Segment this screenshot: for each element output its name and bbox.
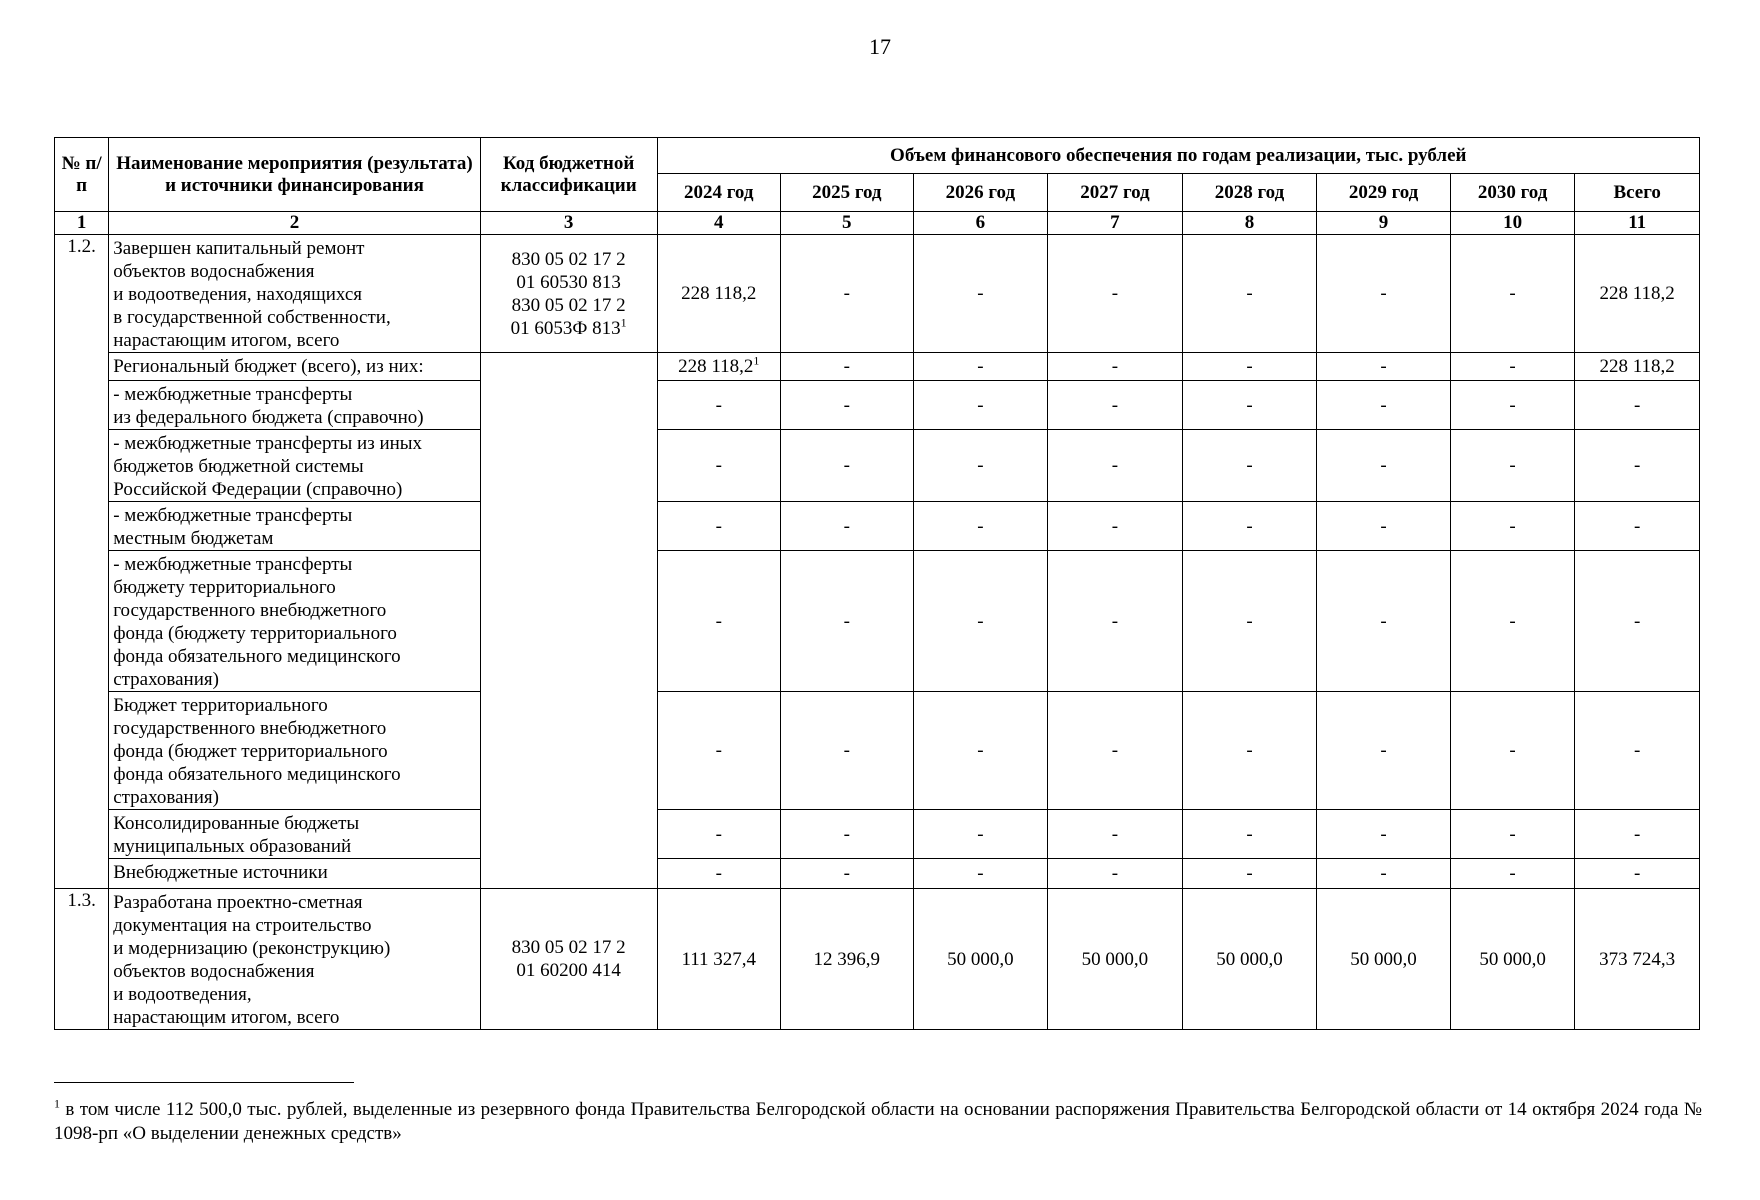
value-cell: - — [1450, 381, 1575, 430]
value-cell: - — [781, 692, 914, 810]
value-cell: - — [1450, 551, 1575, 692]
row-name: - межбюджетные трансферты бюджету территориального государственного внебюджетного фонда (бюджету территориального фонда обязательного медицинского страхования) — [109, 551, 481, 692]
value-cell: - — [1575, 810, 1700, 859]
value-cell: - — [1048, 810, 1183, 859]
value-cell: - — [1182, 859, 1317, 889]
row-name: Консолидированные бюджеты муниципальных образований — [109, 810, 481, 859]
value-cell: 228 118,2 — [1575, 353, 1700, 381]
value-cell: - — [781, 859, 914, 889]
value-cell: - — [1575, 430, 1700, 502]
value-cell: 50 000,0 — [913, 889, 1048, 1030]
value-cell: - — [1048, 430, 1183, 502]
value-cell: - — [1450, 810, 1575, 859]
value-cell: - — [781, 353, 914, 381]
column-number: 5 — [781, 212, 914, 235]
value-cell: - — [1182, 235, 1317, 353]
value-cell: - — [657, 859, 781, 889]
value-cell: - — [1575, 692, 1700, 810]
value-cell: 12 396,9 — [781, 889, 914, 1030]
footnote — [54, 1098, 1702, 1146]
header-code: Код бюджетной классификации — [480, 138, 657, 212]
footnote-text: в том числе 112 500,0 тыс. рублей, выделенные из резервного фонда Правительства Белгородской области на основании распоряжения Правительства Белгородской области от 14 октября 2024 года № 1098-рп «О выделении денежных средств» — [54, 1099, 1702, 1144]
value-cell: - — [913, 551, 1048, 692]
budget-code: 830 05 02 17 2 01 60200 414 — [480, 889, 657, 1030]
value-cell: - — [1317, 859, 1451, 889]
value-cell: - — [781, 381, 914, 430]
table-row — [55, 889, 1700, 1030]
budget-code-empty — [480, 353, 657, 889]
budget-code: 830 05 02 17 2 01 60530 813 830 05 02 17 2 01 6053Ф $813^1$ — [480, 235, 657, 353]
value-cell: - — [913, 692, 1048, 810]
table-row — [55, 430, 1700, 502]
page-number: 17 — [869, 34, 891, 59]
value-cell: 373 724,3 — [1575, 889, 1700, 1030]
value-cell: 50 000,0 — [1317, 889, 1451, 1030]
value-cell: - — [1182, 381, 1317, 430]
column-number: 6 — [913, 212, 1048, 235]
value-cell: - — [1317, 353, 1451, 381]
value-cell: - — [1048, 381, 1183, 430]
value-cell: - — [913, 235, 1048, 353]
value-cell: 228 118,2 — [1575, 235, 1700, 353]
column-number: 2 — [109, 212, 481, 235]
value-cell: - — [913, 859, 1048, 889]
value-cell: - — [1450, 502, 1575, 551]
value-cell: 50 000,0 — [1450, 889, 1575, 1030]
value-cell: - — [657, 502, 781, 551]
value-cell: - — [1048, 235, 1183, 353]
column-number: 1 — [55, 212, 109, 235]
value-cell: - — [657, 430, 781, 502]
value-cell: - — [913, 430, 1048, 502]
value-cell: - — [1575, 859, 1700, 889]
value-cell: - — [657, 692, 781, 810]
value-cell: - — [1182, 810, 1317, 859]
financing-table — [54, 137, 1700, 1030]
value-cell: - — [1182, 551, 1317, 692]
value-cell: - — [1450, 235, 1575, 353]
table-row — [55, 502, 1700, 551]
value-cell: - — [913, 381, 1048, 430]
column-number: 10 — [1450, 212, 1575, 235]
row-name: - межбюджетные трансферты из иных бюджетов бюджетной системы Российской Федерации (справочно) — [109, 430, 481, 502]
header-year: 2026 год — [913, 174, 1048, 212]
column-number: 8 — [1182, 212, 1317, 235]
row-name: Бюджет территориального государственного внебюджетного фонда (бюджет территориального фонда обязательного медицинского страхования) — [109, 692, 481, 810]
value-cell: - — [657, 810, 781, 859]
value-cell: - — [657, 381, 781, 430]
footnote-divider — [54, 1082, 354, 1083]
value-cell: - — [1450, 692, 1575, 810]
header-year: 2027 год — [1048, 174, 1183, 212]
value-cell: - — [1182, 502, 1317, 551]
value-cell: - — [781, 235, 914, 353]
column-number: 3 — [480, 212, 657, 235]
value-cell: - — [1317, 235, 1451, 353]
value-cell: - — [781, 430, 914, 502]
value-cell: - — [1048, 353, 1183, 381]
value-cell: - — [913, 502, 1048, 551]
row-name: Разработана проектно-сметная документация на строительство и модернизацию (реконструкцию) объектов водоснабжения и водоотведения, нарастающим итогом, всего — [109, 889, 481, 1030]
value-cell: - — [1048, 692, 1183, 810]
table-row — [55, 381, 1700, 430]
column-number: 9 — [1317, 212, 1451, 235]
header-year: 2030 год — [1450, 174, 1575, 212]
value-cell: - — [1182, 430, 1317, 502]
row-number: 1.2. — [55, 235, 109, 889]
value-cell: - — [1048, 859, 1183, 889]
column-number: 4 — [657, 212, 781, 235]
header-name: Наименование мероприятия (результата) и источники финансирования — [109, 138, 481, 212]
value-cell: - — [1317, 430, 1451, 502]
table-row — [55, 692, 1700, 810]
value-cell: 50 000,0 — [1182, 889, 1317, 1030]
header-year: 2029 год — [1317, 174, 1451, 212]
row-name: Региональный бюджет (всего), из них: — [109, 353, 481, 381]
value-cell: - — [1317, 810, 1451, 859]
value-cell: - — [1317, 502, 1451, 551]
table-row — [55, 859, 1700, 889]
value-cell: 111 327,4 — [657, 889, 781, 1030]
value-cell: - — [1317, 381, 1451, 430]
header-volume: Объем финансового обеспечения по годам реализации, тыс. рублей — [657, 138, 1699, 174]
value-cell: - — [1450, 353, 1575, 381]
column-number: 11 — [1575, 212, 1700, 235]
value-cell: - — [913, 353, 1048, 381]
value-cell: - — [781, 551, 914, 692]
value-cell: - — [1450, 859, 1575, 889]
row-name: Завершен капитальный ремонт объектов водоснабжения и водоотведения, находящихся в государственной собственности, нарастающим итогом, всего — [109, 235, 481, 353]
header-year: Всего — [1575, 174, 1700, 212]
header-year: 2024 год — [657, 174, 781, 212]
table-row — [55, 810, 1700, 859]
value-cell: - — [1575, 381, 1700, 430]
value-cell: 228 118,2 — [657, 235, 781, 353]
table-row — [55, 235, 1700, 353]
value-cell: 50 000,0 — [1048, 889, 1183, 1030]
value-cell: - — [1450, 430, 1575, 502]
row-name: Внебюджетные источники — [109, 859, 481, 889]
value-cell: - — [1317, 551, 1451, 692]
table-row — [55, 551, 1700, 692]
value-cell: - — [781, 502, 914, 551]
value-cell: - — [1048, 502, 1183, 551]
value-cell: - — [1317, 692, 1451, 810]
header-year: 2025 год — [781, 174, 914, 212]
value-cell: - — [1182, 353, 1317, 381]
value-cell: - — [781, 810, 914, 859]
value-cell: - — [1575, 551, 1700, 692]
row-name: - межбюджетные трансферты из федерального бюджета (справочно) — [109, 381, 481, 430]
header-year: 2028 год — [1182, 174, 1317, 212]
header-num: № п/п — [55, 138, 109, 212]
value-cell: - — [1048, 551, 1183, 692]
row-number: 1.3. — [55, 889, 109, 1030]
row-name: - межбюджетные трансферты местным бюджетам — [109, 502, 481, 551]
footnote-marker: 1 — [54, 1096, 60, 1111]
table-row — [55, 353, 1700, 381]
value-cell: - — [1182, 692, 1317, 810]
column-number: 7 — [1048, 212, 1183, 235]
value-cell: - — [913, 810, 1048, 859]
value-cell: - — [1575, 502, 1700, 551]
value-cell: - — [657, 551, 781, 692]
value-cell: 228 118,2$^1$ — [657, 353, 781, 381]
